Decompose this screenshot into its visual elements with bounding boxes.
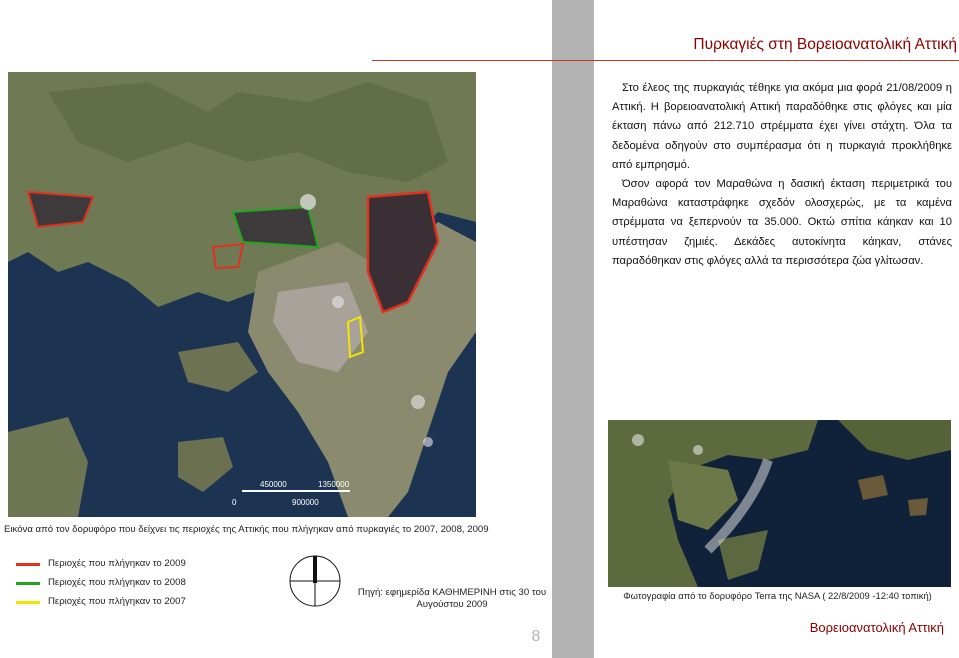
legend-label-2008: Περιοχές που πλήγηκαν το 2008: [48, 577, 186, 588]
legend-swatch-2009: [16, 563, 40, 566]
legend-label-2007: Περιοχές που πλήγηκαν το 2007: [48, 596, 186, 607]
paragraph-2: Όσον αφορά τον Μαραθώνα η δασική έκταση περιμετρικά του Μαραθώνα καταστράφηκε σχεδόν ολοσχερώς, με τα καμένα στρέμματα να ξεπερνούν τα 35.000. Οκτώ σπίτια κάηκαν και 10 υπέστησαν ζημιές. Δεκάδες αυτοκίνητα κάηκαν, στάνες παραδόθηκαν στις φλόγες αλλά τα περισσότερα ζώα γλίτωσαν.: [612, 178, 952, 267]
legend-label-2009: Περιοχές που πλήγηκαν το 2009: [48, 558, 186, 569]
satellite-map-image: [8, 72, 476, 517]
satellite-photo: [608, 420, 951, 587]
header-rule: [372, 60, 959, 61]
photo-caption: Φωτογραφία από το δορυφόρο Terra της NASA ( 22/8/2009 -12:40 τοπική): [623, 590, 932, 601]
legend-swatch-2008: [16, 582, 40, 585]
satellite-map: [8, 72, 476, 517]
page-gutter: [552, 0, 594, 658]
scale-label-450000: 450000: [260, 480, 287, 489]
scale-label-1350000: 1350000: [318, 480, 350, 489]
scale-line: [242, 490, 350, 492]
scale-label-0: 0: [232, 498, 237, 507]
map-legend: [0, 555, 280, 615]
page-header-title: Πυρκαγιές στη Βορειοανατολική Αττική: [693, 36, 957, 53]
footer-title: Βορειοανατολική Αττική: [809, 620, 944, 635]
paragraph-1: Στο έλεος της πυρκαγιάς τέθηκε για ακόμα μια φορά 21/08/2009 η Αττική. Η βορειοανατολική Αττική παραδόθηκε στις φλόγες και μία έκταση πάνω από 212.710 στρέμματα έχει γίνει στάχτη. Όλα τα δεδομένα οδηγούν στο συμπέρασμα ότι η πυρκαγιά προκλήθηκε από εμπρησμό.: [612, 82, 952, 171]
article-body: [612, 79, 952, 271]
north-arrow-icon: [288, 554, 342, 608]
legend-swatch-2007: [16, 601, 40, 604]
page-number: 8: [531, 628, 541, 645]
map-caption: Εικόνα από τον δορυφόρο που δείχνει τις περιοχές της Αττικής που πλήγηκαν από πυρκαγιές το 2007, 2008, 2009: [4, 524, 489, 535]
map-scale-bar: [232, 480, 364, 512]
satellite-photo-image: [608, 420, 951, 587]
source-credit: Πηγή: εφημερίδα ΚΑΘΗΜΕΡΙΝΗ στις 30 του Αυγούστου 2009: [357, 587, 547, 610]
scale-label-900000: 900000: [292, 498, 319, 507]
